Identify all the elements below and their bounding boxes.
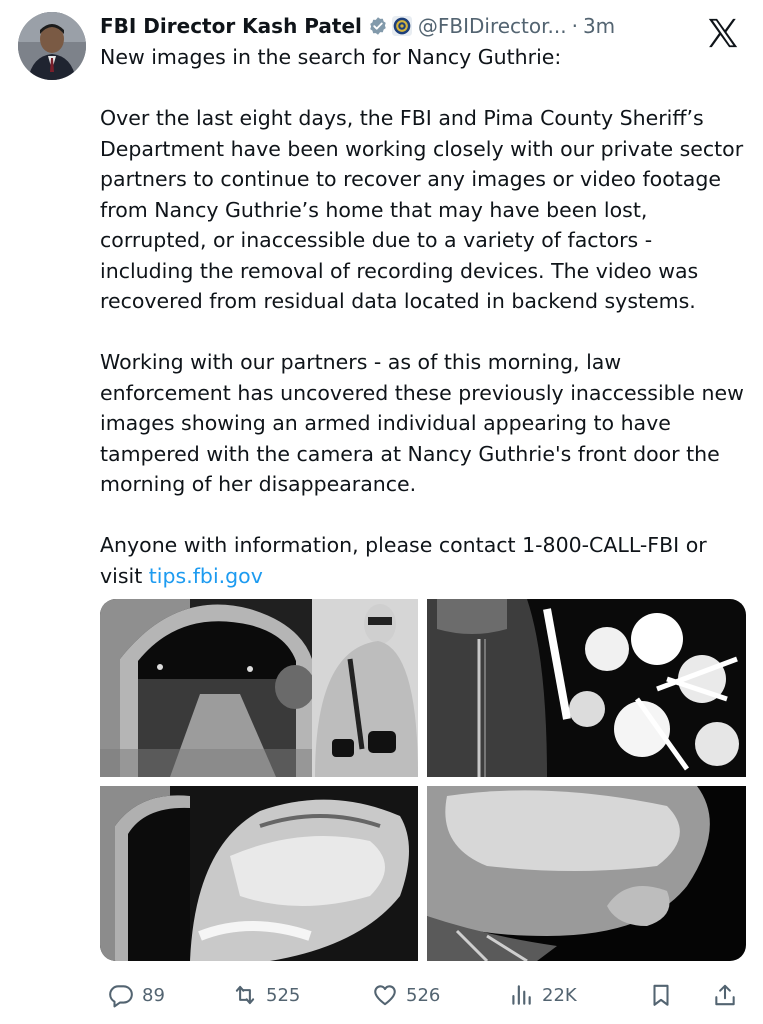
tweet-header: [100, 8, 615, 44]
tweet-text: [100, 42, 750, 591]
fist-closeup-image[interactable]: [427, 786, 746, 961]
glove-closeup-image[interactable]: [100, 786, 418, 961]
reply-icon: [108, 982, 134, 1008]
views-button[interactable]: [508, 982, 577, 1008]
media-grid: [100, 599, 746, 961]
like-button[interactable]: [372, 982, 440, 1008]
bookmark-icon: [648, 982, 674, 1008]
repost-button[interactable]: [232, 982, 300, 1008]
jacket-plant-image[interactable]: [427, 599, 746, 777]
reply-count: 89: [142, 984, 165, 1006]
tweet-headline: New images in the search for Nancy Guthrie:: [100, 45, 562, 69]
separator-dot: ·: [571, 14, 578, 38]
views-icon: [508, 982, 534, 1008]
share-button[interactable]: [712, 982, 738, 1008]
post-time[interactable]: 3m: [582, 14, 616, 38]
share-icon: [712, 982, 738, 1008]
author-name[interactable]: FBI Director Kash Patel: [100, 14, 362, 38]
like-count: 526: [406, 984, 441, 1006]
contact-text: Anyone with information, please contact 1-800-CALL-FBI or visit: [100, 533, 707, 588]
tweet-paragraph-2: Working with our partners - as of this morning, law enforcement has uncovered these previously inaccessible new images showing an armed individual appearing to have tampered with the camera at Nancy Guthrie's front door the morning of her disappearance.: [100, 350, 744, 496]
tweet-paragraph-3: [100, 530, 750, 591]
doorway-wide-image[interactable]: [100, 599, 418, 777]
verified-badge-icon: [368, 16, 388, 36]
repost-count: 525: [266, 984, 301, 1006]
tweet-paragraph-1: Over the last eight days, the FBI and Pima County Sheriff’s Department have been working closely with our private sector partners to continue to recover any images or video footage from Nancy Guthrie’s home that may have been lost, corrupted, or inaccessible due to a variety of factors - including the removal of recording devices. The video was recovered from residual data located in backend systems.: [100, 106, 744, 313]
fbi-seal-icon: [392, 16, 412, 36]
author-avatar[interactable]: [18, 12, 86, 80]
views-count: 22K: [542, 984, 577, 1006]
heart-icon: [372, 982, 398, 1008]
bookmark-button[interactable]: [648, 982, 674, 1008]
author-handle[interactable]: @FBIDirector...: [417, 14, 567, 38]
action-bar: [100, 978, 746, 1012]
reply-button[interactable]: [108, 982, 165, 1008]
repost-icon: [232, 982, 258, 1008]
tips-link[interactable]: tips.fbi.gov: [148, 563, 263, 588]
